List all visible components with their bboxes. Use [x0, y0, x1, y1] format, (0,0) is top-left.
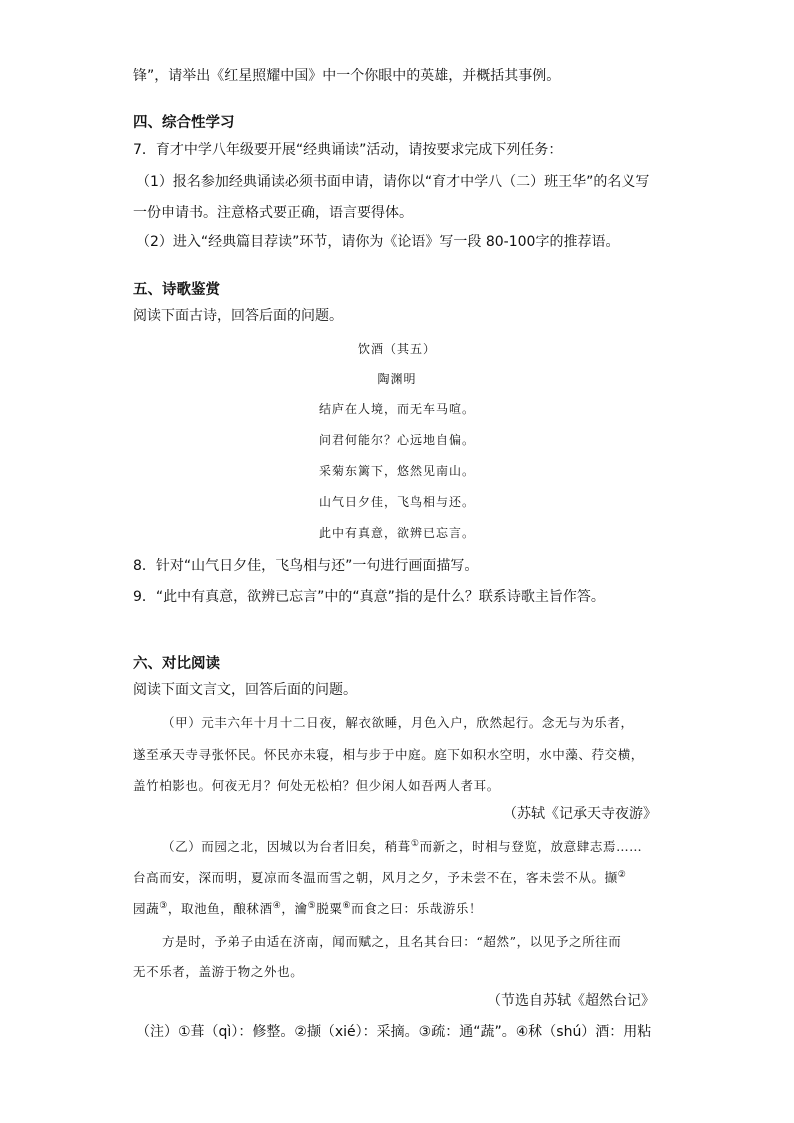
poem-verse-1: 结庐在人境，而无车马喧。 [318, 402, 475, 416]
classical-instruction: 阅读下面文言文，回答后面的问题。 [133, 682, 357, 698]
poem-verse-4: 山气日夕佳，飞鸟相与还。 [318, 495, 475, 509]
poem-author: 陶渊明 [377, 372, 417, 386]
passage-yi-line-2 [133, 868, 626, 888]
yi-text: 脱粟 [316, 901, 343, 916]
question-7-task-2: （2）进入“经典篇目荐读”环节，请你为《论语》写一段 80-100字的推荐语。 [136, 234, 620, 250]
yi-text: ，瀹 [281, 901, 308, 916]
note-marker-3: ③ [159, 900, 168, 911]
poem-verse-2: 问君何能尔？心远地自偏。 [318, 433, 475, 447]
passage-jia-line-1: （甲）元丰六年十月十二日夜，解衣欲睡，月色入户，欣然起行。念无与为乐者， [162, 715, 634, 730]
question-7-task-1-cont: 一份申请书。注意格式要正确，语言要得体。 [133, 205, 413, 221]
poem-verse-3: 采菊东篱下，悠然见南山。 [318, 464, 475, 478]
poem-instruction: 阅读下面古诗，回答后面的问题。 [133, 308, 343, 324]
passage-yi-line-1 [162, 837, 642, 857]
question-7: 7．育才中学八年级要开展“经典诵读”活动，请按要求完成下列任务： [133, 142, 563, 158]
passage-yi-line-5: 无不乐者，盖游于物之外也。 [133, 964, 304, 979]
question-7-task-1: （1）报名参加经典诵读必须书面申请，请你以“育才中学八（二）班王华”的名义写 [136, 174, 650, 190]
note-marker-5: ⑤ [307, 900, 317, 911]
yi-text: 而食之曰：乐哉游乐！ [351, 901, 483, 916]
passage-jia-line-3: 盖竹柏影也。何夜无月？何处无松柏？但少闲人如吾两人者耳。 [133, 778, 500, 793]
yi-text: 台高而安，深而明，夏凉而冬温而雪之朝，风月之夕，予未尝不在，客未尝不从。撷 [133, 870, 618, 885]
line-1: 锋”，请举出《红星照耀中国》中一个你眼中的英雄，并概括其事例。 [133, 68, 561, 84]
section-heading-5: 五、诗歌鉴赏 [133, 282, 220, 298]
yi-text: ，取池鱼，酿秫酒 [167, 901, 273, 916]
yi-text: （乙）而园之北，因城以为台者旧矣，稍葺 [162, 839, 411, 854]
passage-jia-line-2: 遂至承天寺寻张怀民。怀民亦未寝，相与步于中庭。庭下如积水空明，水中藻、荇交横， [133, 747, 644, 762]
passage-yi-source: （节选自苏轼《超然台记》 [487, 993, 655, 1009]
section-heading-4: 四、综合性学习 [133, 115, 235, 131]
yi-text: 园蔬 [133, 901, 160, 916]
section-heading-6: 六、对比阅读 [133, 656, 220, 672]
passage-yi-line-4: 方是时，予弟子由适在济南，闻而赋之，且名其台曰：“超然”，以见予之所往而 [162, 934, 622, 949]
note-marker-2: ② [617, 869, 627, 880]
note-marker-4: ④ [272, 900, 282, 911]
question-9: 9．“此中有真意，欲辨已忘言”中的“真意”指的是什么？联系诗歌主旨作答。 [133, 589, 605, 605]
note-marker-6: ⑥ [342, 900, 352, 911]
poem-verse-5: 此中有真意，欲辨已忘言。 [318, 526, 475, 540]
question-8: 8．针对“山气日夕佳，飞鸟相与还”一句进行画面描写。 [133, 558, 479, 574]
passage-yi-line-3 [133, 899, 482, 919]
yi-text: 而新之，时相与登览，放意肆志焉…… [419, 839, 643, 854]
note-marker-1: ① [410, 838, 420, 849]
poem-title: 饮酒（其五） [357, 342, 436, 356]
passage-jia-source: （苏轼《记承天寺夜游》 [503, 806, 657, 822]
annotation-notes: （注）①葺（qì）：修整。②撷（xié）：采摘。③疏：通“蔬”。④秫（shú）酒：用粘 [136, 1024, 652, 1040]
